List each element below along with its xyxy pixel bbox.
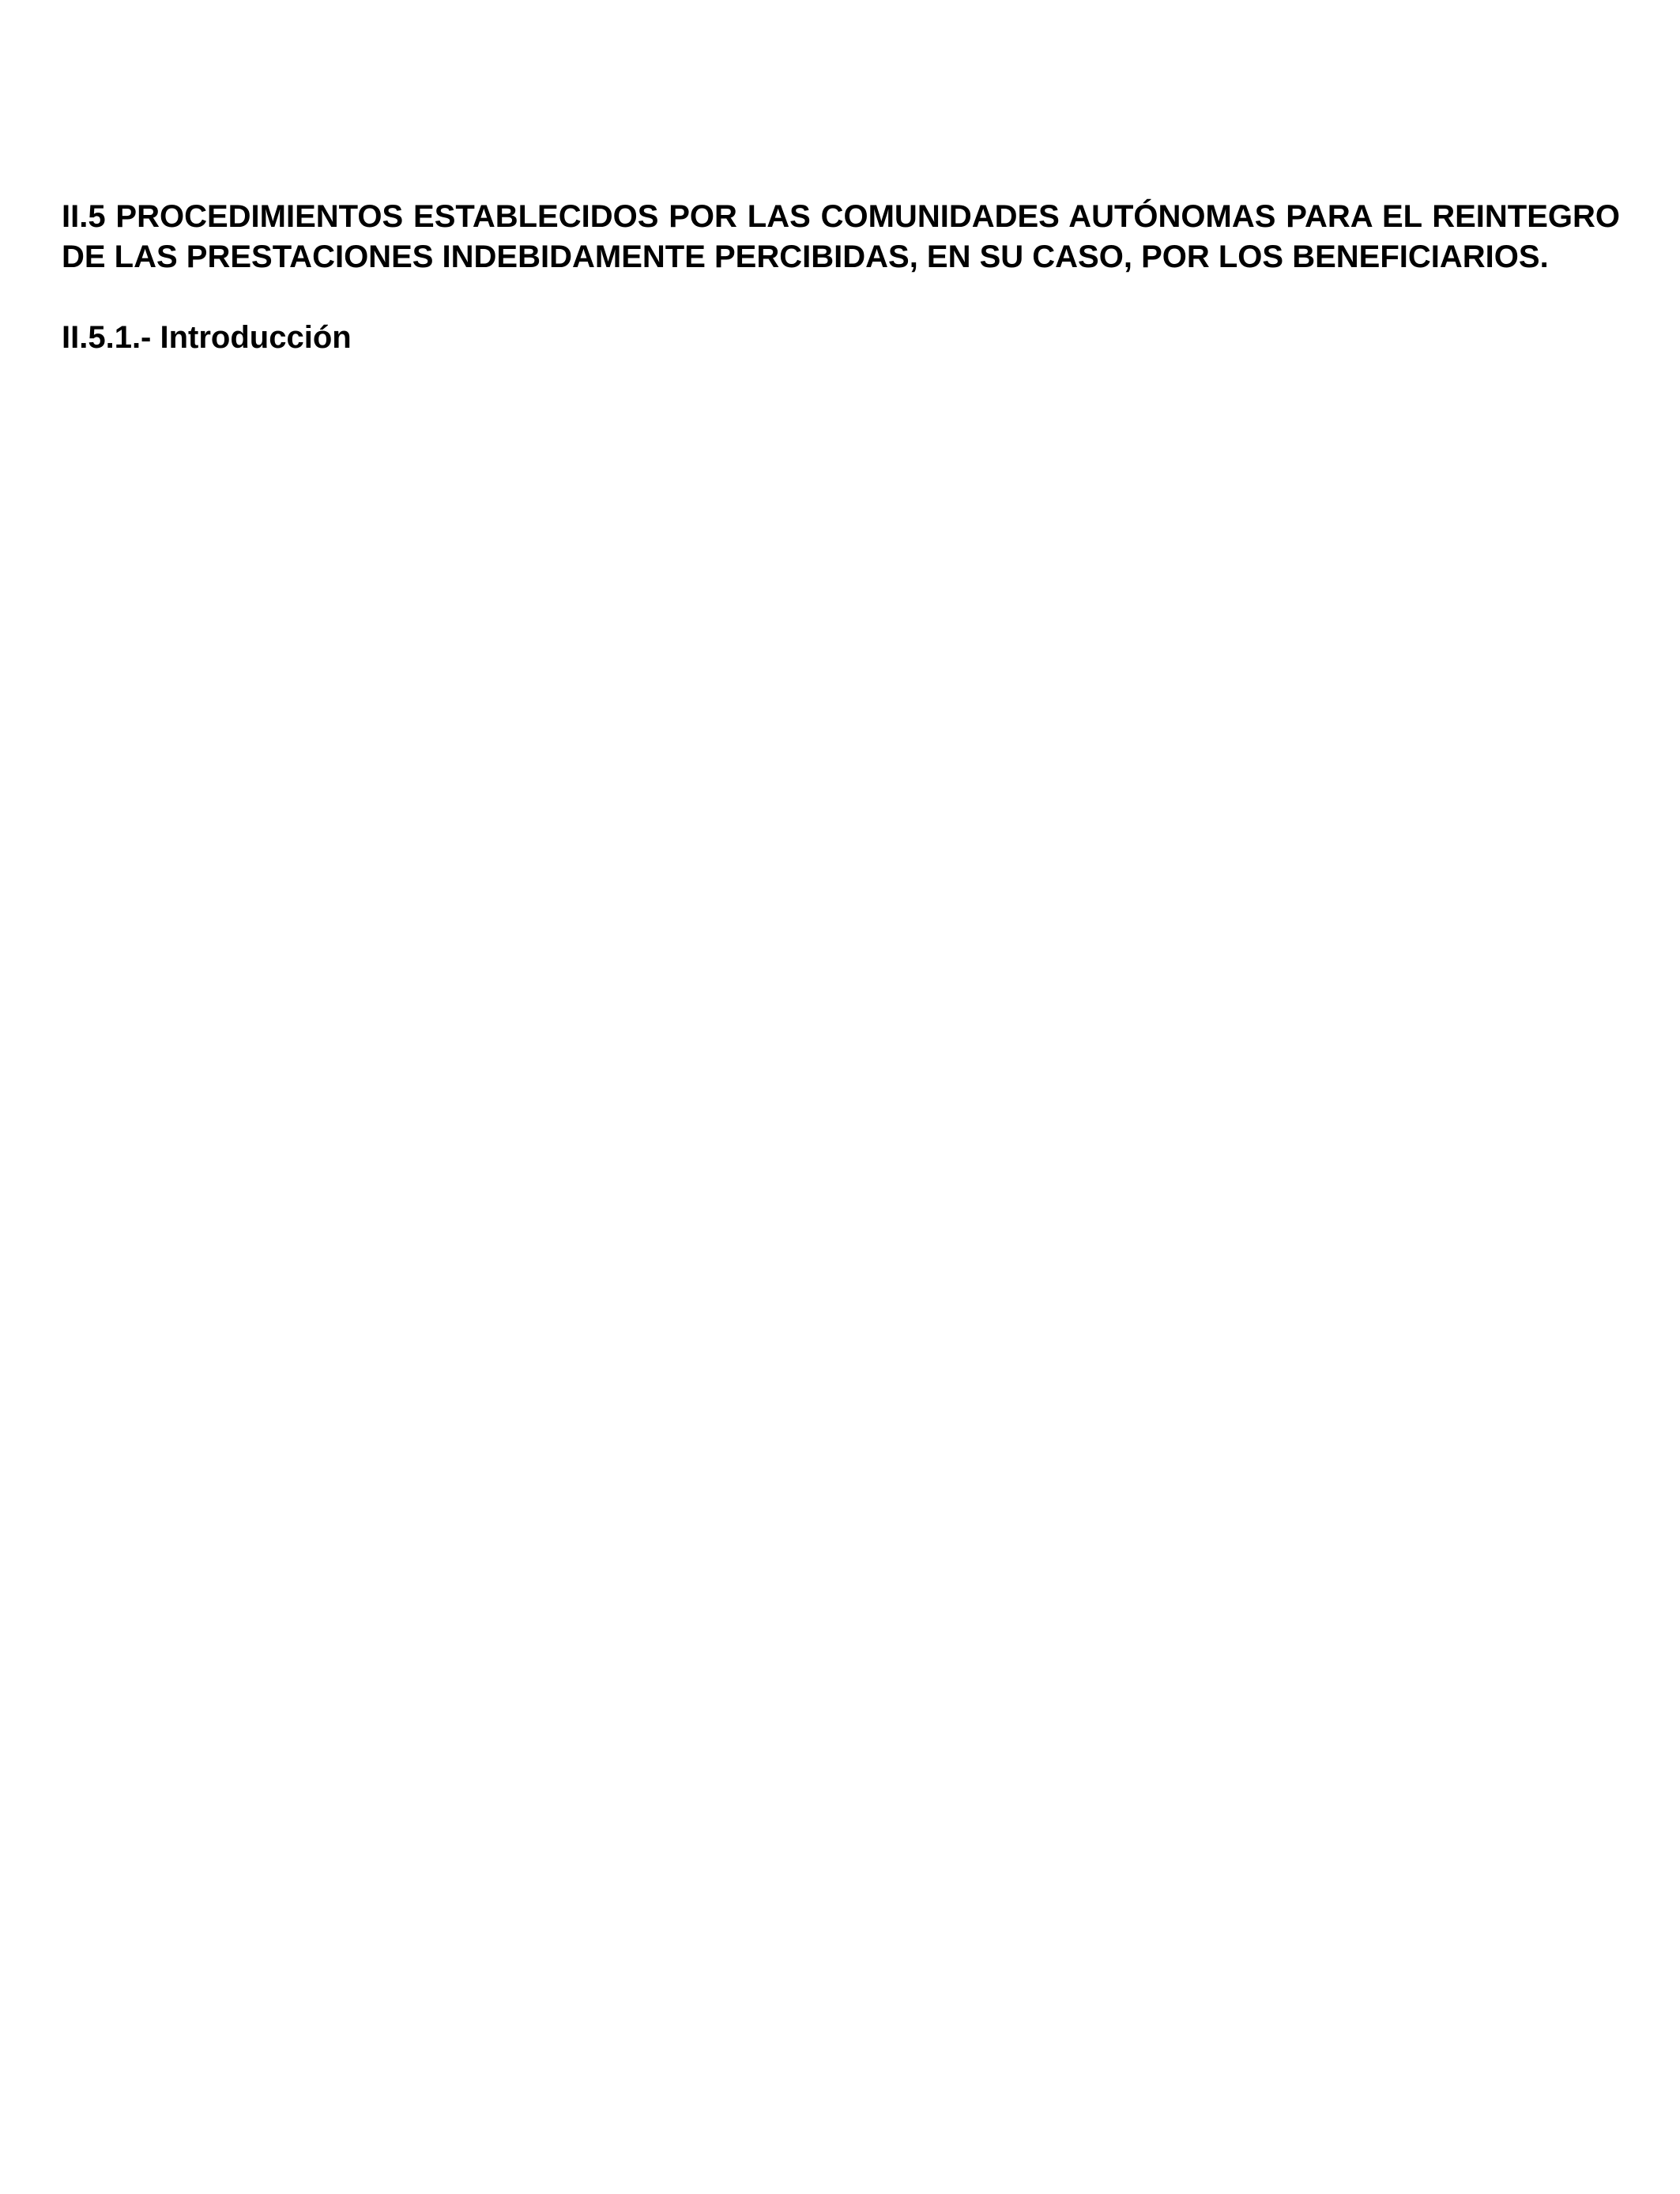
paragraph-data-crossing-procedures	[62, 640, 1620, 680]
spacer	[62, 358, 1620, 398]
paragraph-draft-report-analysis	[62, 721, 1620, 761]
spacer	[62, 277, 1620, 318]
intro-paragraph	[62, 41, 1620, 81]
spacer	[62, 680, 1620, 721]
spacer	[62, 519, 1620, 560]
spacer	[62, 81, 1620, 197]
subsection-heading: II.5.1.- Introducción	[62, 320, 352, 355]
section-heading: II.5 PROCEDIMIENTOS ESTABLECIDOS POR LAS COMUNIDADES AUTÓNOMAS PARA EL REINTEGRO DE LAS PRESTACIONES INDEBIDAMENTE PERCIBIDAS, EN SU CASO, POR LOS BENEFICIARIOS.	[62, 199, 1620, 274]
spacer	[62, 439, 1620, 479]
document-page	[62, 41, 1620, 761]
spacer	[62, 600, 1620, 640]
paragraph-regularization-process	[62, 398, 1620, 439]
paragraph-recovered-funds	[62, 479, 1620, 519]
paragraph-previous-audit-findings	[62, 560, 1620, 600]
